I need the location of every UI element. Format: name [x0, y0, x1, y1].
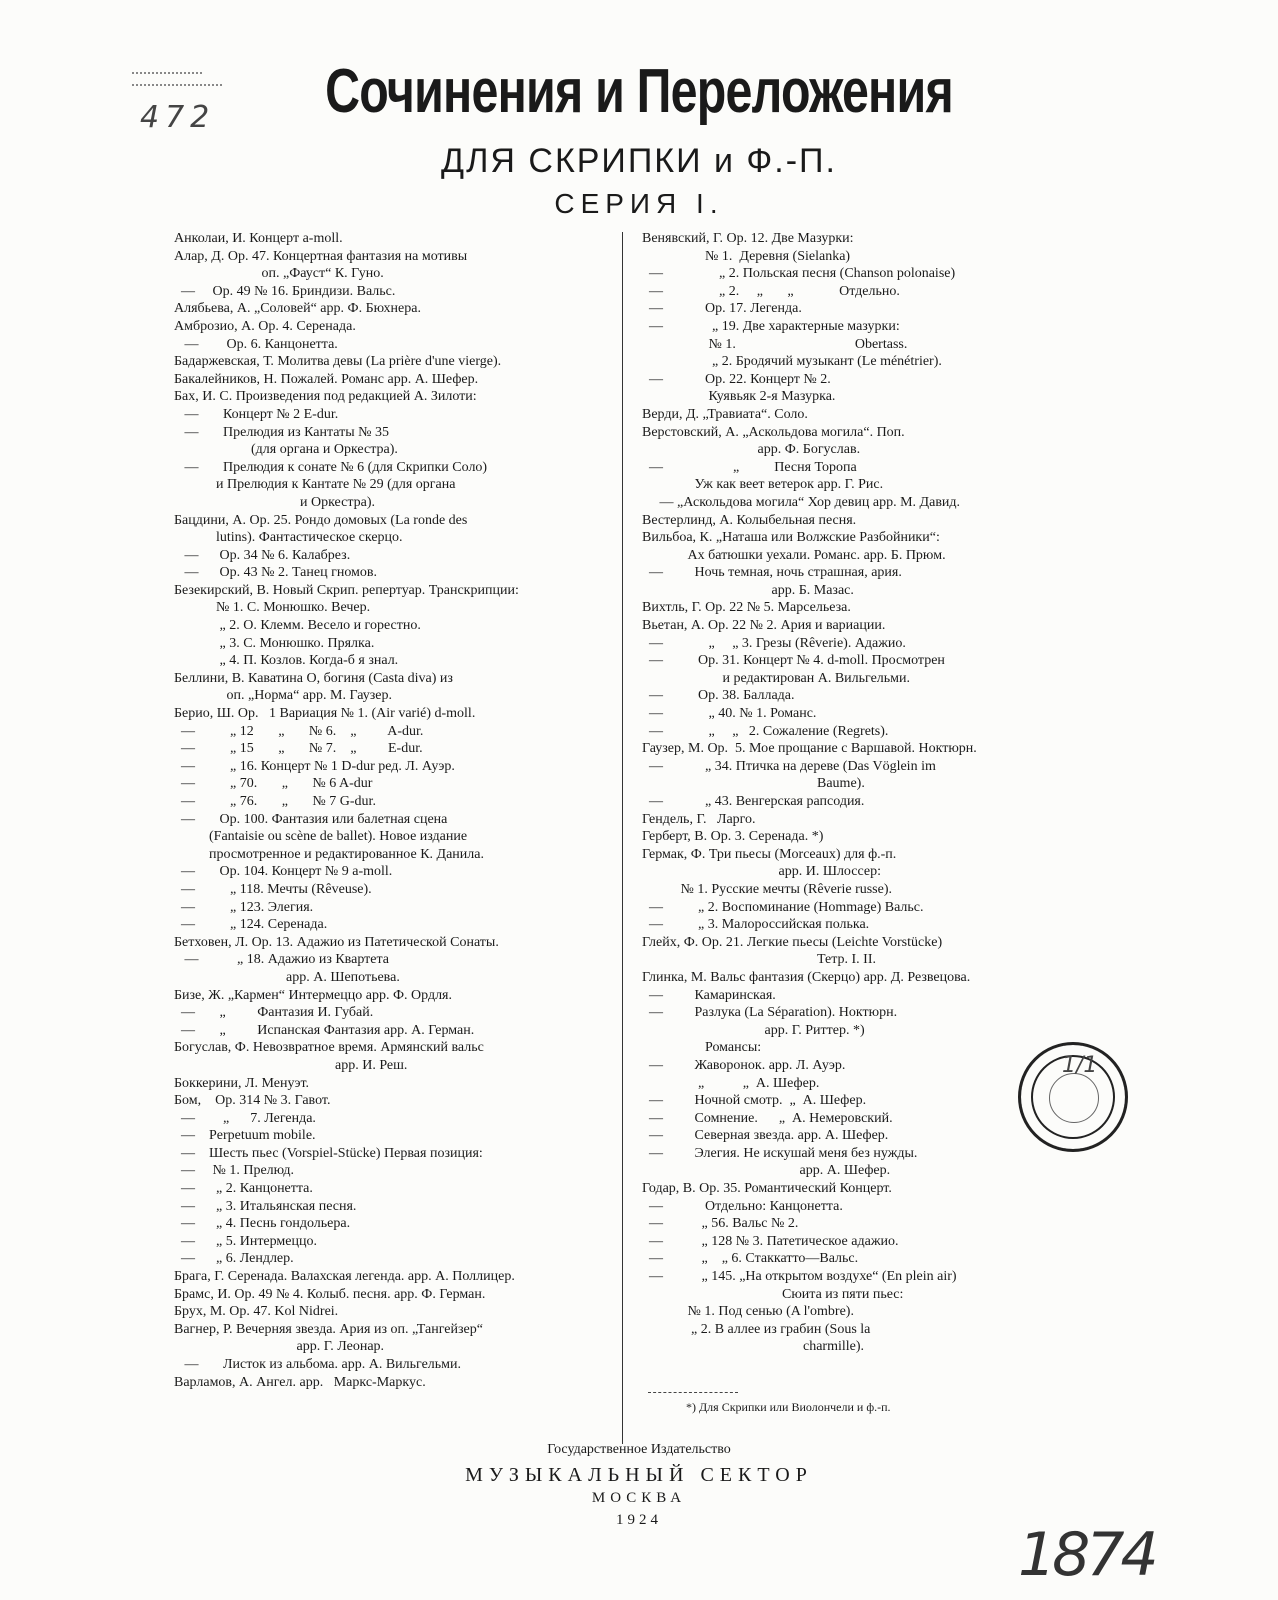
catalog-entry-line: — „ „ 2. Сожаление (Regrets). — [642, 723, 889, 739]
catalog-entry-line: и редактирован А. Вильгельми. — [642, 670, 911, 686]
catalog-entry-line: „ 3. С. Монюшко. Прялка. — [174, 635, 375, 651]
catalog-entry-line: Бацдини, А. Ор. 25. Рондо домовых (La ronde des — [174, 512, 468, 528]
catalog-entry-line: — Ор. 6. Канцонетта. — [174, 336, 338, 352]
catalog-entry-line: арр. Б. Мазас. — [642, 582, 854, 598]
catalog-entry-line: — Отдельно: Канцонетта. — [642, 1198, 843, 1214]
catalog-entry-line: просмотренное и редактированное К. Данила. — [174, 846, 484, 862]
catalog-entry-line: — № 1. Прелюд. — [174, 1163, 295, 1179]
catalog-entry-line: арр. И. Реш. — [174, 1057, 408, 1073]
catalog-entry-line: — „ 19. Две характерные мазурки: — [642, 318, 900, 334]
catalog-entry-line: арр. А. Шефер. — [642, 1163, 891, 1179]
catalog-entry-line: Алар, Д. Ор. 47. Концертная фантазия на мотивы — [174, 248, 468, 264]
catalog-entry-line: Варламов, А. Ангел. арр. Маркс-Маркус. — [174, 1374, 426, 1390]
catalog-entry-line: — „ 128 № 3. Патетическое адажио. — [642, 1233, 899, 1249]
catalog-entry-line: — Жаворонок. арр. Л. Ауэр. — [642, 1057, 846, 1073]
catalog-entry-line: Вильбоа, К. „Наташа или Волжские Разбойники“: — [642, 530, 940, 546]
catalog-entry-line: Герберт, В. Ор. 3. Серенада. *) — [642, 829, 824, 845]
catalog-entry-line: — Ор. 31. Концерт № 4. d-moll. Просмотрен — [642, 653, 945, 669]
catalog-entry-line: — „ 12 „ № 6. „ A-dur. — [174, 723, 424, 739]
catalog-entry-line: Богуслав, Ф. Невозвратное время. Армянский вальс — [174, 1040, 484, 1056]
catalog-entry-line: — „ 3. Итальянская песня. — [174, 1198, 357, 1214]
publisher-sector: МУЗЫКАЛЬНЫЙ СЕКТОР — [465, 1464, 813, 1486]
catalog-entry-line: — „ „ 6. Стаккатто—Вальс. — [642, 1251, 859, 1267]
handwritten-note: 1/1 — [1062, 1053, 1098, 1078]
catalog-entry-line: — „ 34. Птичка на дереве (Das Vöglein im — [642, 758, 936, 774]
catalog-entry-line: — Листок из альбома. арр. А. Вильгельми. — [174, 1357, 462, 1372]
catalog-entry-line: Брамс, И. Ор. 49 № 4. Колыб. песня. арр. Ф. Герман. — [174, 1286, 486, 1302]
catalog-entry-line: оп. „Фауст“ К. Гуно. — [174, 266, 384, 282]
catalog-entry-line: — Ор. 104. Концерт № 9 a-moll. — [174, 864, 393, 880]
publication-city: МОСКВА — [591, 1490, 687, 1506]
catalog-entry-line: Глинка, М. Вальс фантазия (Скерцо) арр. Д. Резвецова. — [642, 969, 971, 985]
catalog-entry-line: Венявский, Г. Ор. 12. Две Мазурки: — [642, 231, 854, 246]
footnote-rule — [648, 1392, 738, 1393]
catalog-entry-line: № 1. Русские мечты (Rêverie russe). — [642, 881, 892, 897]
page-title: Сочинения и Переложения — [325, 57, 953, 126]
catalog-entry-line: — „ Испанская Фантазия арр. А. Герман. — [174, 1022, 475, 1038]
catalog-entry-line: — „ 3. Малороссийская полька. — [642, 917, 870, 933]
catalog-entry-line: Вестерлинд, А. Колыбельная песня. — [642, 512, 857, 528]
publication-year: 1924 — [616, 1512, 662, 1528]
catalog-entry-line: Алябьева, А. „Соловей“ арр. Ф. Бюхнера. — [174, 301, 421, 317]
catalog-entry-line: № 1. Под сенью (A l'ombre). — [642, 1304, 854, 1320]
catalog-entry-line: — Ор. 17. Легенда. — [642, 301, 802, 317]
catalog-entry-line: арр. А. Шепотьева. — [174, 969, 400, 985]
catalog-entry-line: № 1. Obertass. — [642, 336, 908, 352]
catalog-entry-line: Боккерини, Л. Менуэт. — [174, 1075, 310, 1091]
catalog-entry-line: „ 2. В аллее из грабин (Sous la — [642, 1321, 871, 1337]
catalog-entry-line: „ 2. Бродячий музыкант (Le ménétrier). — [642, 354, 942, 370]
catalog-entry-line: Бакалейников, Н. Пожалей. Романс арр. А. Шефер. — [174, 371, 479, 387]
catalog-entry-line: Верстовский, А. „Аскольдова могила“. Поп. — [642, 424, 905, 440]
catalog-entry-line: арр. Г. Риттер. *) — [642, 1022, 865, 1038]
catalog-entry-line: Верди, Д. „Травиата“. Соло. — [642, 406, 808, 422]
catalog-entry-line: — „ 2. „ „ Отдельно. — [642, 283, 900, 299]
catalog-entry-line: — „ 5. Интермеццо. — [174, 1233, 317, 1249]
catalog-entry-line: — Ор. 22. Концерт № 2. — [642, 371, 831, 387]
catalog-entry-line: № 1. Деревня (Sielanka) — [642, 248, 851, 264]
catalog-entry-line: Годар, В. Ор. 35. Романтический Концерт. — [642, 1181, 892, 1197]
catalog-entry-line: — Камаринская. — [642, 987, 776, 1003]
catalog-entry-line: — „ 56. Вальс № 2. — [642, 1216, 799, 1232]
catalog-entry-line: — „ 7. Легенда. — [174, 1110, 316, 1126]
catalog-entry-line: — Разлука (La Séparation). Ноктюрн. — [642, 1005, 898, 1021]
catalog-entry-line: и Прелюдия к Кантате № 29 (для органа — [174, 477, 456, 493]
catalog-entry-line: — „ 16. Концерт № 1 D-dur ред. Л. Ауэр. — [174, 758, 455, 774]
catalog-entry-line: и Оркестра). — [174, 494, 375, 510]
catalog-entry-line: Бах, И. С. Произведения под редакцией А. Зилоти: — [174, 389, 477, 405]
catalog-entry-line: — „ 70. „ № 6 A-dur — [174, 776, 373, 792]
catalog-entry-line: Глейх, Ф. Ор. 21. Легкие пьесы (Leichte Vorstücke) — [642, 934, 943, 950]
catalog-entry-line: — Элегия. Не искушай меня без нужды. — [642, 1145, 918, 1161]
column-divider — [622, 232, 623, 1444]
catalog-entry-line: — „ 123. Элегия. — [174, 899, 314, 915]
catalog-entry-line: арр. Ф. Богуслав. — [642, 442, 861, 458]
catalog-entry-line: — „ 40. № 1. Романс. — [642, 706, 817, 722]
catalog-entry-line: Беллини, В. Каватина О, богиня (Casta diva) из — [174, 670, 453, 686]
catalog-entry-line: — Ор. 38. Баллада. — [642, 688, 795, 704]
catalog-entry-line: — Ор. 34 № 6. Калабрез. — [174, 547, 351, 563]
catalog-left-column — [174, 230, 606, 1391]
catalog-entry-line: lutins). Фантастическое скерцо. — [174, 530, 403, 546]
catalog-entry-line: — Северная звезда. арр. А. Шефер. — [642, 1128, 889, 1144]
series-heading: СЕРИЯ I. — [554, 188, 724, 219]
catalog-entry-line: Ах батюшки уехали. Романс. арр. Б. Прюм. — [642, 547, 946, 563]
catalog-entry-line: — „ 4. Песнь гондольера. — [174, 1216, 351, 1232]
catalog-entry-line: Гаузер, М. Ор. 5. Мое прощание с Варшавой. Ноктюрн. — [642, 741, 977, 757]
catalog-entry-line: Безекирский, В. Новый Скрип. репертуар. Транскрипции: — [174, 582, 519, 598]
catalog-entry-line: Baume). — [642, 776, 865, 792]
catalog-entry-line: Брух, М. Ор. 47. Kol Nidrei. — [174, 1304, 339, 1320]
catalog-entry-line: Вихтль, Г. Ор. 22 № 5. Марсельеза. — [642, 600, 851, 616]
page-subtitle: ДЛЯ СКРИПКИ и Ф.-П. — [441, 142, 837, 180]
footnote: *) Для Скрипки или Виолончели и ф.-п. — [686, 1400, 891, 1414]
catalog-entry-line: — Концерт № 2 E-dur. — [174, 406, 339, 422]
catalog-entry-line: — „ Песня Торопа — [642, 459, 857, 475]
catalog-entry-line: арр. Г. Леонар. — [174, 1339, 385, 1355]
catalog-entry-line: „ 2. О. Клемм. Весело и горестно. — [174, 618, 421, 634]
catalog-entry-line: „ „ А. Шефер. — [642, 1075, 820, 1091]
catalog-entry-line: Бом, Ор. 314 № 3. Гавот. — [174, 1093, 331, 1109]
catalog-entry-line: Бадаржевская, Т. Молитва девы (La prière d'une vierge). — [174, 354, 502, 370]
catalog-entry-line: оп. „Норма“ арр. М. Гаузер. — [174, 688, 392, 704]
catalog-entry-line: (для органа и Оркестра). — [174, 442, 398, 458]
catalog-entry-line: — „ 2. Воспоминание (Hommage) Вальс. — [642, 899, 924, 915]
catalog-entry-line: Бетховен, Л. Ор. 13. Адажио из Патетической Сонаты. — [174, 934, 499, 950]
catalog-entry-line: — Шесть пьес (Vorspiel-Stücke) Первая позиция: — [174, 1145, 483, 1161]
catalog-entry-line: Анколаи, И. Концерт a-moll. — [174, 231, 343, 246]
catalog-entry-line: № 1. С. Монюшко. Вечер. — [174, 600, 371, 616]
catalog-entry-line: — „ 43. Венгерская рапсодия. — [642, 794, 865, 809]
catalog-entry-line: — „ Фантазия И. Губай. — [174, 1005, 374, 1021]
catalog-entry-line: — „ 6. Лендлер. — [174, 1251, 294, 1267]
catalog-right-column — [642, 230, 1080, 1356]
handwritten-catalog-number: 472 — [140, 100, 216, 135]
publisher-name: Государственное Издательство — [547, 1442, 731, 1457]
catalog-entry-line: (Fantaisie ou scène de ballet). Новое издание — [174, 829, 468, 845]
catalog-entry-line: — „ 124. Серенада. — [174, 917, 328, 933]
catalog-entry-line: — Ор. 43 № 2. Танец гномов. — [174, 565, 378, 581]
catalog-entry-line: — Ночь темная, ночь страшная, ария. — [642, 565, 902, 581]
catalog-entry-line: — Ор. 49 № 16. Бриндизи. Вальс. — [174, 283, 396, 299]
catalog-entry-line: — Прелюдия из Кантаты № 35 — [174, 424, 390, 440]
catalog-entry-line: — „ 15 „ № 7. „ E-dur. — [174, 741, 423, 757]
handwritten-scribble: 1874 — [1018, 1520, 1155, 1590]
catalog-entry-line: Романсы: — [642, 1040, 762, 1056]
catalog-entry-line: Гермак, Ф. Три пьесы (Morceaux) для ф.-п. — [642, 846, 897, 862]
catalog-entry-line: — Ночной смотр. „ А. Шефер. — [642, 1093, 867, 1109]
catalog-entry-line: Вьетан, А. Ор. 22 № 2. Ария и вариации. — [642, 618, 886, 634]
catalog-entry-line: charmille). — [642, 1339, 865, 1355]
catalog-entry-line: — „Аскольдова могила“ Хор девиц арр. М. Давид. — [642, 494, 961, 510]
catalog-entry-line: Берио, Ш. Ор. 1 Вариация № 1. (Air varié) d-moll. — [174, 706, 476, 722]
catalog-entry-line: Куявьяк 2-я Мазурка. — [642, 389, 836, 405]
catalog-entry-line: — „ 76. „ № 7 G-dur. — [174, 794, 376, 809]
catalog-entry-line: — „ „ 3. Грезы (Rêverie). Адажио. — [642, 635, 906, 651]
catalog-entry-line: Тетр. I. II. — [642, 952, 877, 968]
catalog-entry-line: — Сомнение. „ А. Немеровский. — [642, 1110, 893, 1126]
catalog-entry-line: — Прелюдия к сонате № 6 (для Скрипки Соло) — [174, 459, 488, 475]
catalog-entry-line: — „ 145. „На открытом воздухе“ (En plein air) — [642, 1269, 957, 1285]
catalog-entry-line: Бизе, Ж. „Кармен“ Интермеццо арр. Ф. Ордля. — [174, 987, 452, 1003]
catalog-entry-line: — „ 2. Канцонетта. — [174, 1181, 313, 1197]
catalog-entry-line: — Ор. 100. Фантазия или балетная сцена — [174, 811, 448, 827]
catalog-entry-line: „ 4. П. Козлов. Когда-б я знал. — [174, 653, 399, 669]
catalog-entry-line: — „ 18. Адажио из Квартета — [174, 952, 389, 968]
catalog-entry-line: арр. И. Шлоссер: — [642, 864, 881, 880]
catalog-entry-line: Брага, Г. Серенада. Валахская легенда. арр. А. Поллицер. — [174, 1269, 515, 1285]
catalog-entry-line: Вагнер, Р. Вечерняя звезда. Ария из оп. „Тангейзер“ — [174, 1321, 483, 1337]
catalog-entry-line: Уж как веет ветерок арр. Г. Рис. — [642, 477, 884, 493]
catalog-entry-line: Гендель, Г. Ларго. — [642, 811, 756, 827]
catalog-entry-line: Амброзио, А. Ор. 4. Серенада. — [174, 318, 356, 334]
catalog-entry-line: Сюита из пяти пьес: — [642, 1286, 904, 1302]
catalog-entry-line: — Perpetuum mobile. — [174, 1128, 316, 1144]
catalog-entry-line: — „ 2. Польская песня (Chanson polonaise) — [642, 266, 956, 282]
catalog-entry-line: — „ 118. Мечты (Rêveuse). — [174, 881, 372, 897]
